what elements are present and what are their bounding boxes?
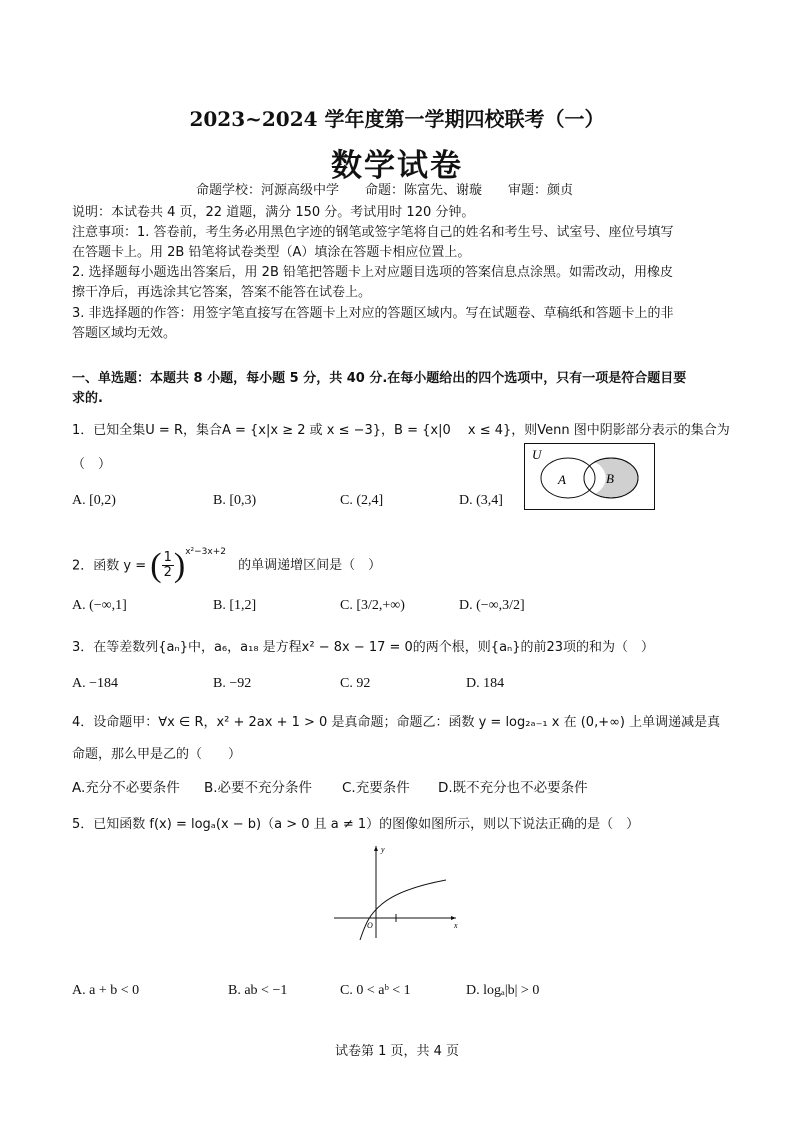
log-curve — [360, 880, 446, 940]
page-footer: 试卷第 1 页，共 4 页 — [334, 1044, 460, 1059]
question-1-stem: 1．已知全集U = R，集合A = {x|x ≥ 2 或 x ≤ −3}，B = {x|0 x ≤ 4}，则Venn 图中阴影部分表示的集合为 — [72, 423, 730, 438]
question-1-option-a: A. [0,2) — [72, 493, 116, 508]
section1-heading: 一、单选题：本题共 8 小题，每小题 5 分，共 40 分.在每小题给出的四个选项中，只有一项是符合题目要 — [72, 371, 687, 386]
question-2-exponent: x²−3x+2 — [185, 547, 226, 557]
question-1-option-d: D. (3,4] — [459, 493, 503, 508]
venn-label-u: U — [532, 447, 542, 462]
section1-heading-cont: 求的. — [72, 391, 103, 406]
question-3-option-b: B. −92 — [213, 676, 252, 691]
exam-title: 2023~2024 学年度第一学期四校联考（一） — [189, 107, 605, 131]
question-4-option-d: D.既不充分也不必要条件 — [438, 780, 588, 796]
question-2-suffix: 的单调递增区间是（ ） — [238, 558, 382, 574]
question-2-base: $\frac{1}{2}$ — [163, 550, 172, 581]
question-4-stem-cont: 命题，那么甲是乙的（ ） — [72, 747, 242, 762]
instructions-summary: 说明：本试卷共 4 页，22 道题，满分 150 分。考试用时 120 分钟。 — [72, 205, 475, 220]
question-4-stem: 4．设命题甲：∀x ∈ R，x² + 2ax + 1 > 0 是真命题；命题乙：函数 y = log₂ₐ₋₁ x 在 (0,+∞) 上单调递减是真 — [72, 715, 721, 730]
question-1-paren: （ ） — [72, 457, 112, 472]
instruction-note-2a: 2. 选择题每小题选出答案后，用 2B 铅笔把答题卡上对应题目选项的答案信息点涂黑。如需改动，用橡皮 — [72, 265, 673, 280]
instruction-note-1b: 在答题卡上。用 2B 铅笔将试卷类型（A）填涂在答题卡相应位置上。 — [72, 245, 471, 260]
instruction-note-3b: 答题区域均无效。 — [72, 326, 177, 341]
exam-subject-title: 数学试卷 — [331, 148, 463, 184]
graph-x-label: x — [454, 921, 458, 930]
question-4-option-b: B.必要不充分条件 — [204, 780, 313, 796]
instruction-note-3a: 3. 非选择题的作答：用签字笔直接写在答题卡上对应的答题区域内。写在试题卷、草稿纸和答题卡上的非 — [72, 306, 674, 321]
question-3-option-d: D. 184 — [466, 676, 505, 691]
question-5-stem: 5．已知函数 f(x) = logₐ(x − b)（a > 0 且 a ≠ 1）的图像如图所示，则以下说法正确的是（ ） — [72, 817, 640, 832]
graph-y-label: y — [381, 845, 385, 854]
instruction-note-2b: 擦干净后，再选涂其它答案，答案不能答在试卷上。 — [72, 285, 372, 300]
venn-label-b: B — [606, 471, 614, 486]
instruction-note-1a: 注意事项：1. 答卷前，考生务必用黑色字迹的钢笔或签字笔将自己的姓名和考生号、试室号、座位号填写 — [72, 225, 674, 240]
question-4-option-a: A.充分不必要条件 — [72, 780, 180, 796]
question-5-option-c: C. 0 < aᵇ < 1 — [340, 983, 411, 998]
question-1-option-c: C. (2,4] — [340, 493, 384, 508]
exam-credits: 命题学校：河源高级中学 命题：陈富先、谢璇 审题：颜贞 — [196, 183, 574, 198]
question-5-option-b: B. ab < −1 — [228, 983, 288, 998]
question-2-option-d: D. (−∞,3/2] — [459, 598, 525, 613]
question-2-option-c: C. [3/2,+∞) — [340, 598, 405, 613]
question-2-option-a: A. (−∞,1] — [72, 598, 127, 613]
question-4-option-c: C.充要条件 — [342, 780, 410, 796]
question-2-prefix: 2．函数 y = — [72, 558, 147, 574]
venn-diagram — [524, 443, 656, 511]
question-5-option-d: D. logₐ|b| > 0 — [466, 983, 540, 998]
question-2-option-b: B. [1,2] — [213, 598, 257, 613]
question-3-stem: 3．在等差数列{aₙ}中，a₆，a₁₈ 是方程x² − 8x − 17 = 0的两个根，则{aₙ}的前23项的和为（ ） — [72, 640, 655, 655]
question-1-option-b: B. [0,3) — [213, 493, 257, 508]
venn-label-a: A — [558, 472, 566, 487]
log-function-graph — [330, 842, 460, 940]
question-3-option-a: A. −184 — [72, 676, 119, 691]
question-5-option-a: A. a + b < 0 — [72, 983, 140, 998]
question-3-option-c: C. 92 — [340, 676, 371, 691]
graph-origin-label: O — [367, 921, 373, 930]
question-2-stem: 2．函数 y = ( $\frac{1}{2}$ )$^{x^2-3x+2}$ 的单调递增区间是（ ） — [72, 546, 382, 584]
